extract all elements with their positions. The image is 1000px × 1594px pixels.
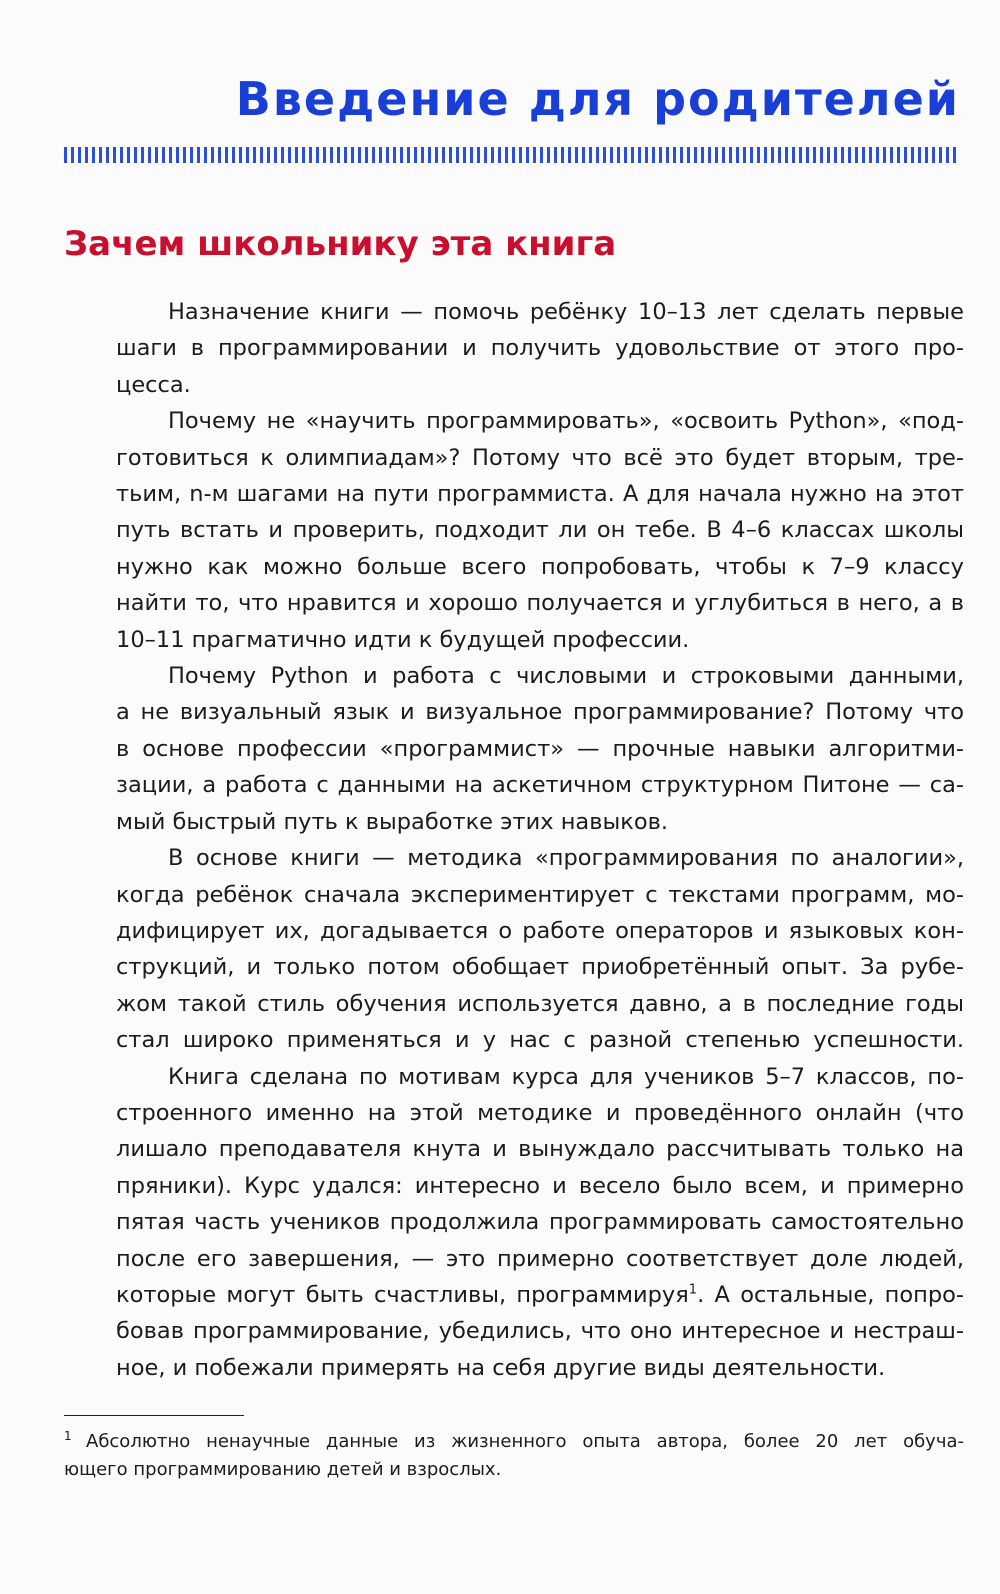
text-line: тьим, n-м шагами на пути программиста. А для начала нужно на этот [116,481,964,508]
paragraph-3 [64,658,964,840]
body-text [64,294,964,1386]
text-line: бовав программирование, убедились, что оно интересное и нестраш- [116,1318,964,1345]
footnote-divider [64,1415,244,1416]
text-line: пряники). Курс удался: интересно и весело было всем, и примерно [116,1172,964,1199]
footnote-reference[interactable]: 1 [688,1282,698,1298]
text-line: когда ребёнок сначала экспериментирует с текстами программ, мо- [116,881,964,908]
text-line: зации, а работа с данными на аскетичном структурном Питоне — са- [116,772,964,799]
text-line: а не визуальный язык и визуальное программирование? Потому что [116,699,964,726]
paragraph-5 [64,1059,964,1387]
text-line: найти то, что нравится и хорошо получается и углубиться в него, а в [116,590,964,617]
text-line: Почему не «научить программировать», «освоить Python», «под- [168,408,964,435]
text-line: ное, и побежали примерять на себя другие виды деятельности. [116,1354,886,1381]
text-line: пятая часть учеников продолжила программировать самостоятельно [116,1209,964,1236]
text-line: 10–11 прагматично идти к будущей профессии. [116,626,690,653]
text-line: струкций, и только потом обобщает приобретённый опыт. За рубе- [116,954,964,981]
text-line: строенного именно на этой методике и проведённого онлайн (что [116,1099,964,1126]
text-line: путь встать и проверить, подходит ли он тебе. В 4–6 классах школы [116,517,964,544]
text-line: В основе книги — методика «программирования по аналогии», [168,845,964,872]
footnote-text: Абсолютно ненаучные данные из жизненного опыта автора, более 20 лет обуча- [86,1431,964,1452]
text-line: шаги в программировании и получить удовольствие от этого про- [116,335,964,362]
text-segment: . А остальные, попро- [697,1281,965,1308]
text-line: стал широко применяться и у нас с разной степенью успешности. [116,1027,964,1054]
text-line: цесса. [116,371,191,398]
text-line: Книга сделана по мотивам курса для учеников 5–7 классов, по- [168,1063,964,1090]
text-segment: которые могут быть счастливы, программируя [116,1281,689,1308]
text-line: мый быстрый путь к выработке этих навыков. [116,808,669,835]
footnote-line: 1 Абсолютно ненаучные данные из жизненного опыта автора, более 20 лет обуча- [64,1429,964,1452]
text-line: Почему Python и работа с числовыми и строковыми данными, [168,663,964,690]
paragraph-4 [64,840,964,1058]
paragraph-2 [64,403,964,658]
text-line: жом такой стиль обучения используется давно, а в последние годы [116,990,964,1017]
text-line: нужно как можно больше всего попробовать, чтобы к 7–9 классу [116,553,964,580]
decorative-tick-rule [64,147,960,163]
text-line: готовиться к олимпиадам»? Потому что всё это будет вторым, тре- [116,444,964,471]
section-heading: Зачем школьнику эта книга [64,224,617,264]
footnote-line: ющего программированию детей и взрослых. [64,1459,502,1480]
text-line-with-footnote [64,1277,964,1313]
text-line: Назначение книги — помочь ребёнку 10–13 лет сделать первые [168,299,964,325]
footnote [64,1428,964,1484]
chapter-title: Введение для родителей [235,72,960,126]
text-line: в основе профессии «программист» — прочные навыки алгоритми- [116,735,964,762]
text-line: после его завершения, — это примерно соответствует доле людей, [116,1245,964,1272]
text-line: лишало преподавателя кнута и вынуждало рассчитывать только на [116,1136,964,1163]
paragraph-1 [64,294,964,403]
text-line: дифицирует их, догадывается о работе операторов и языковых кон- [116,917,964,944]
